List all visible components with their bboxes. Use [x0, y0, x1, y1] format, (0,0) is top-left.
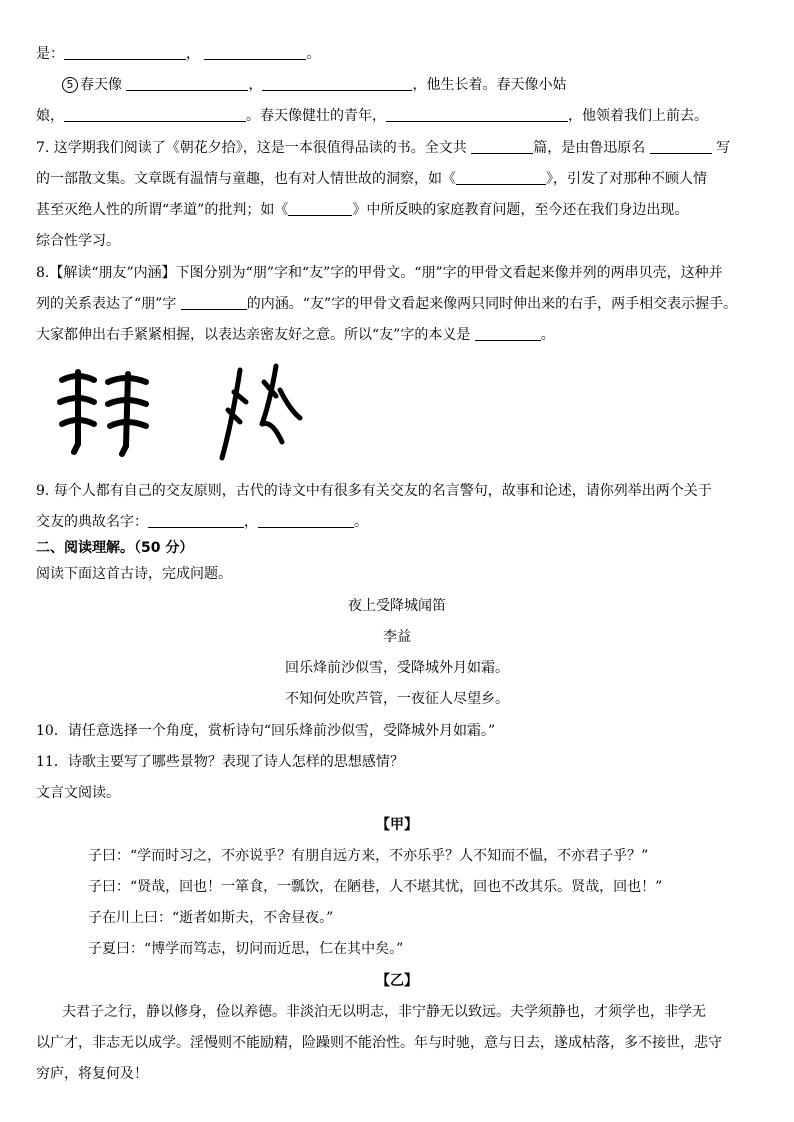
section-comprehensive: 综合性学习。: [36, 233, 120, 249]
passage-yi-heading: 【乙】: [376, 973, 418, 989]
question-7-line-3: 甚至灭绝人性的所谓“孝道”的批判；如《 》中所反映的家庭教育问题，至今还在我们身边出现。: [36, 202, 689, 218]
passage-jia-p4: 子夏曰：“博学而笃志，切问而近思，仁在其中矣。”: [88, 941, 404, 957]
blank[interactable]: [262, 76, 412, 91]
passage-yi-p1-line-3: 穷庐，将复何及！: [36, 1066, 148, 1082]
blank[interactable]: [650, 139, 712, 154]
answer-line-5: 5 春天像 ， ，他生长着。春天像小姑: [62, 74, 758, 96]
blank[interactable]: [204, 45, 306, 60]
blank[interactable]: [64, 45, 186, 60]
question-9: 9. 每个人都有自己的交友原则，古代的诗文中有很多有关交友的名言警句，故事和论述，请你列举出两个关于: [36, 483, 712, 499]
poem-line-2: 不知何处吹芦管，一夜征人尽望乡。: [285, 691, 509, 707]
question-11: 11．诗歌主要写了哪些景物？表现了诗人怎样的思想感情？: [36, 754, 404, 770]
peng-oracle-glyph: [60, 372, 146, 454]
section-2-heading: 二、阅读理解。（50 分）: [36, 540, 194, 556]
answer-line-1: 是： ， 。: [36, 46, 321, 62]
question-8-line-3: 大家都伸出右手紧紧相握，以表达亲密友好之意。所以“友”字的本义是 。: [36, 327, 555, 343]
you-oracle-glyph: [222, 366, 300, 458]
poem-line-1: 回乐烽前沙似雪，受降城外月如霜。: [285, 660, 509, 676]
question-10: 10．请任意选择一个角度，赏析诗句“回乐烽前沙似雪，受降城外月如霜。”: [36, 723, 496, 739]
passage-yi-p1-line-2: 以广才，非志无以成学。淫慢则不能励精，险躁则不能治性。年与时驰，意与日去，遂成枯落，多不接世，悲守: [36, 1035, 722, 1051]
passage-jia-p1: 子曰：“学而时习之，不亦说乎？有朋自远方来，不亦乐乎？人不知而不愠，不亦君子乎？”: [88, 848, 649, 864]
question-7: 7. 这学期我们阅读了《朝花夕拾》，这是一本很值得品读的书。全文共 篇，是由鲁迅原名 写: [36, 140, 731, 156]
circled-number: 5: [62, 77, 78, 93]
blank[interactable]: [475, 326, 541, 341]
blank[interactable]: [148, 513, 244, 528]
blank[interactable]: [471, 139, 533, 154]
passage-yi-p1: 夫君子之行，静以修身，俭以养德。非淡泊无以明志，非宁静无以致远。夫学须静也，才须学也，非学无: [62, 1004, 706, 1020]
blank[interactable]: [288, 201, 352, 216]
question-8-line-2: 列的关系表达了“朋”字 的内涵。“友”字的甲骨文看起来像两只同时伸出来的右手，两手相交表示握手。: [36, 296, 738, 312]
passage-jia-heading: 【甲】: [376, 817, 418, 833]
poem-author: 李益: [383, 629, 411, 645]
passage-jia-p3: 子在川上曰：“逝者如斯夫，不舍昼夜。”: [88, 910, 334, 926]
poem-title: 夜上受降城闻笛: [348, 598, 446, 614]
oracle-bone-glyphs: [50, 362, 310, 462]
question-8: 8.【解读“朋友”内涵】下图分别为“朋”字和“友”字的甲骨文。“朋”字的甲骨文看起来像并列的两串贝壳，这种并: [36, 265, 723, 281]
blank[interactable]: [386, 107, 568, 122]
blank[interactable]: [126, 76, 248, 91]
question-9-line-2: 交友的典故名字： ， 。: [36, 514, 368, 530]
poem-instructions: 阅读下面这首古诗，完成问题。: [36, 566, 232, 582]
blank[interactable]: [64, 107, 246, 122]
blank[interactable]: [181, 295, 247, 310]
classical-instructions: 文言文阅读。: [36, 785, 120, 801]
blank[interactable]: [258, 513, 354, 528]
answer-line-5-cont: 娘， 。春天像健壮的青年， ，他领着我们上前去。: [36, 108, 708, 124]
question-7-line-2: 的一部散文集。文章既有温情与童趣，也有对人情世故的洞察，如《 》，引发了对那种不顾人情: [36, 171, 707, 187]
blank[interactable]: [456, 170, 546, 185]
passage-jia-p2: 子曰：“贤哉，回也！一箪食，一瓢饮，在陋巷，人不堪其忧，回也不改其乐。贤哉，回也！”: [88, 879, 663, 895]
